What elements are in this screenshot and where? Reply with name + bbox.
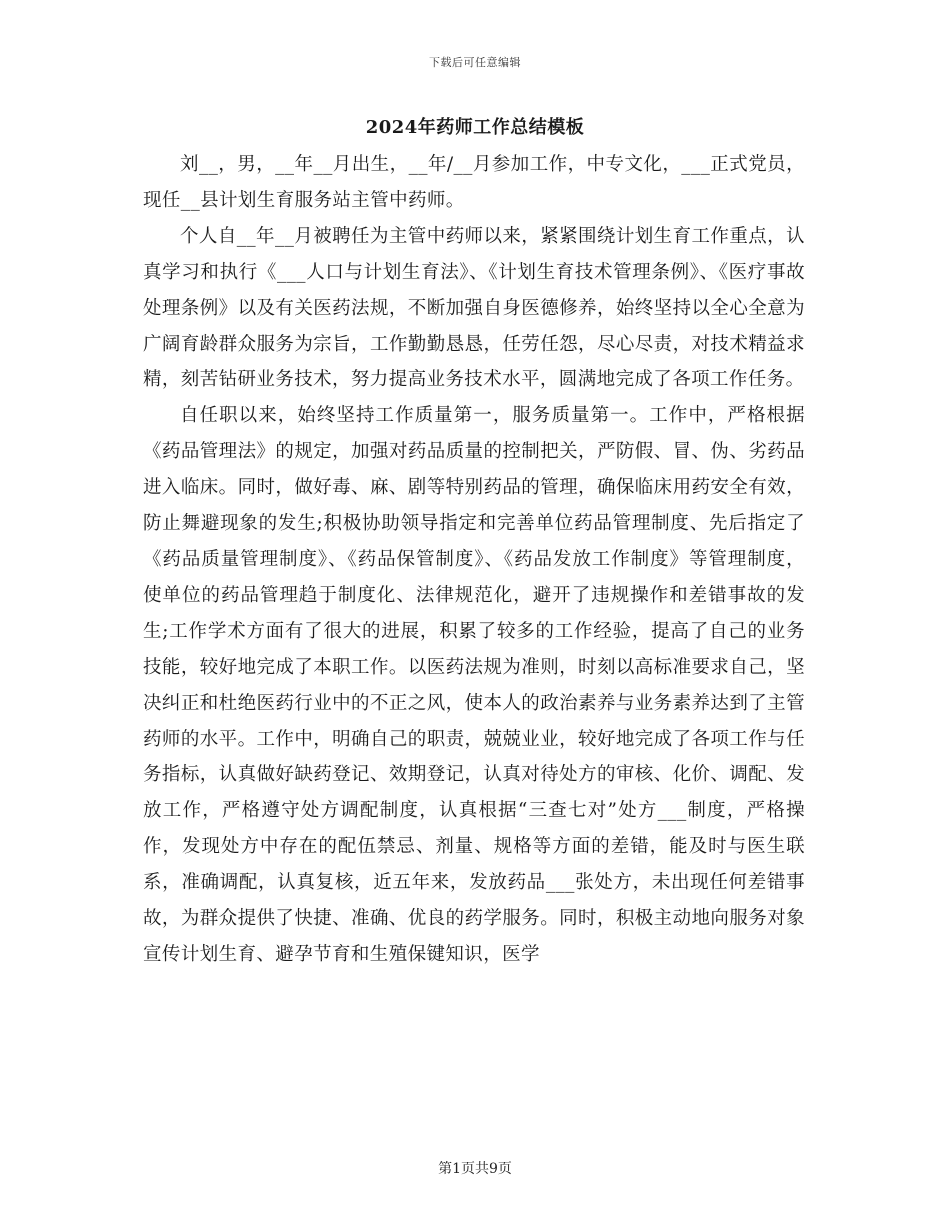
paragraph-personal-info: 刘__，男，__年__月出生，__年/__月参加工作，中专文化，___正式党员，现任__县计划生育服务站主管中药师。: [143, 154, 805, 211]
page-header-note: 下载后可任意编辑: [429, 56, 521, 69]
document-title: 2024年药师工作总结模板: [365, 117, 585, 138]
document-body: [143, 147, 805, 973]
page-number: 第1页共9页: [438, 1161, 512, 1177]
paragraph-work-overview: 个人自__年__月被聘任为主管中药师以来，紧紧围绕计划生育工作重点，认真学习和执行《___人口与计划生育法》、《计划生育技术管理条例》、《医疗事故处理条例》以及有关医药法规，不断加强自身医德修养，始终坚持以全心全意为广阔育龄群众服务为宗旨，工作勤勤恳恳，任劳任怨，尽心尽责，对技术精益求精，刻苦钻研业务技术，努力提高业务技术水平，圆满地完成了各项工作任务。: [143, 225, 805, 391]
paragraph-work-details: 自任职以来，始终坚持工作质量第一，服务质量第一。工作中，严格根据《药品管理法》的规定，加强对药品质量的控制把关，严防假、冒、伪、劣药品进入临床。同时，做好毒、麻、剧等特别药品的管理，确保临床用药安全有效，防止舞避现象的发生;积极协助领导指定和完善单位药品管理制度、先后指定了《药品质量管理制度》、《药品保管制度》、《药品发放工作制度》等管理制度，使单位的药品管理趋于制度化、法律规范化，避开了违规操作和差错事故的发生;工作学术方面有了很大的进展，积累了较多的工作经验，提高了自己的业务技能，较好地完成了本职工作。以医药法规为准则，时刻以高标准要求自己，坚决纠正和杜绝医药行业中的不正之风，使本人的政治素养与业务素养达到了主管药师的水平。工作中，明确自己的职责，兢兢业业，较好地完成了各项工作与任务指标，认真做好缺药登记、效期登记，认真对待处方的审核、化价、调配、发放工作，严格遵守处方调配制度，认真根据“三查七对”处方___制度，严格操作，发现处方中存在的配伍禁忌、剂量、规格等方面的差错，能及时与医生联系，准确调配，认真复核，近五年来，发放药品___张处方，未出现任何差错事故，为群众提供了快捷、准确、优良的药学服务。同时，积极主动地向服务对象宣传计划生育、避孕节育和生殖保键知识，医学: [143, 405, 805, 965]
